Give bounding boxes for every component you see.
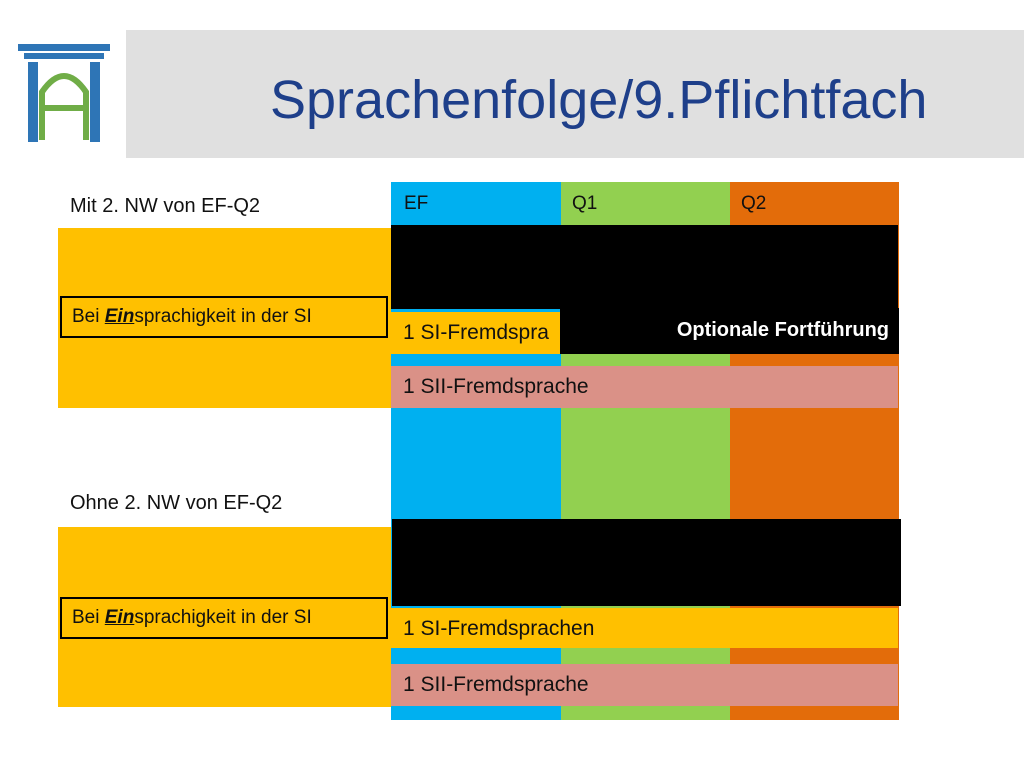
column-header-q2: Q2 [741,193,767,214]
box-label-prefix: Bei [72,306,105,327]
redaction-block-top [391,225,898,309]
box-label-emphasis: Ein [104,306,135,327]
monolingual-box-bottom [60,597,388,639]
box-label-prefix: Bei [72,607,105,628]
si-bar-top: 1 SI-Fremdspra [391,312,566,354]
slide-title: Sprachenfolge/9.Pflichtfach [270,70,928,130]
section-heading-bottom: Ohne 2. NW von EF-Q2 [70,492,283,514]
si-bar-bottom: 1 SI-Fremdsprachen [391,608,898,648]
box-label-emphasis: Ein [104,607,135,628]
sii-bar-top: 1 SII-Fremdsprache [391,366,898,408]
redaction-block-bottom [392,519,901,606]
column-header-q1: Q1 [572,193,598,214]
box-label-suffix: sprachigkeit in der SI [134,607,312,628]
sii-bar-bottom: 1 SII-Fremdsprache [391,664,898,706]
monolingual-box-top [60,296,388,338]
box-label-suffix: sprachigkeit in der SI [134,306,312,327]
optional-continuation-label: Optionale Fortführung [560,308,899,354]
section-heading-top: Mit 2. NW von EF-Q2 [70,195,261,217]
school-building-logo-icon [14,40,114,150]
column-header-ef: EF [404,193,429,214]
